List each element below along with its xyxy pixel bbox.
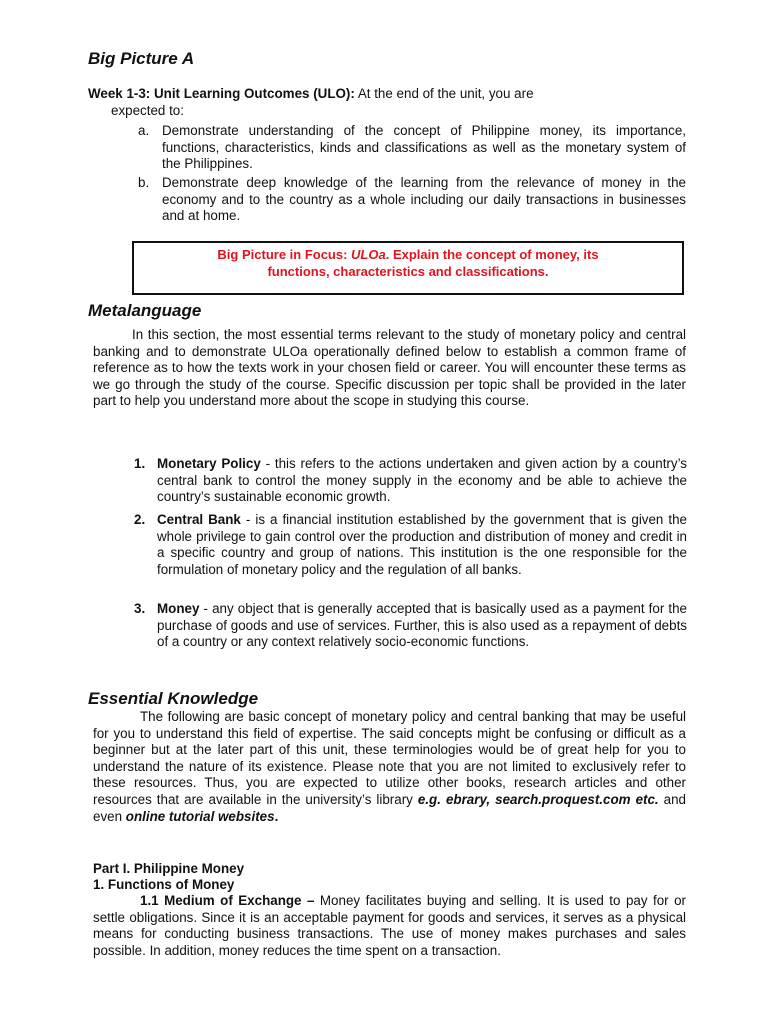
focus-line-1-rest: . Explain the concept of money, its bbox=[385, 247, 599, 262]
page-title: Big Picture A bbox=[88, 49, 195, 68]
essential-knowledge-heading: Essential Knowledge bbox=[88, 689, 259, 708]
ulo-item-a bbox=[140, 123, 686, 173]
term-definition: - is a financial institution established by the government that is given the whole privilege to gain control over the production and distribution of money and credit in a specific country and group of nations. This institution is the one responsible for the formulation of monetary policy and the regulation of all banks. bbox=[157, 512, 687, 577]
ulo-intro bbox=[88, 86, 688, 103]
section-heading: 1. Functions of Money bbox=[93, 877, 235, 892]
focus-prefix: Big Picture in Focus: bbox=[217, 247, 352, 262]
term-number: 1. bbox=[134, 456, 146, 471]
ulo-intro-text: At the end of the unit, you are bbox=[354, 86, 534, 101]
part-heading: Part I. Philippine Money bbox=[93, 861, 245, 876]
resources-list: e.g. ebrary, search.proquest.com etc. bbox=[417, 791, 659, 807]
ulo-item-marker: a. bbox=[138, 123, 150, 138]
ulo-item-text: Demonstrate understanding of the concept of Philippine money, its importance, functions, characteristics, kinds and classifications as well as the monetary system of the Philippines. bbox=[162, 123, 686, 172]
metalanguage-paragraph: In this section, the most essential terms relevant to the study of monetary policy and central banking and to demonstrate ULOa operationally defined below to establish a common frame of reference as to how the texts work in your chosen field or career. You will encounter these terms as we go through the study of the course. Specific discussion per topic shall be provided in the later part to help you understand more about the scope in studying this course. bbox=[93, 327, 686, 409]
term-name: Monetary Policy bbox=[157, 456, 261, 471]
focus-ulo: ULOa bbox=[351, 247, 386, 262]
focus-text bbox=[134, 247, 682, 280]
term-number: 2. bbox=[134, 512, 146, 527]
essential-text: The following are basic concept of monetary policy and central banking that may be useful for you to understand this field of expertise. The said concepts might be confusing or difficult as a beginner but at the later part of this unit, these terminologies would be of great help for you to understand the nature of its existence. Please note that you are not limited to exclusively refer to these resources. Thus, you are expected to utilize other books, research articles and other resources that are available in the university’s library bbox=[93, 709, 686, 807]
metalanguage-heading: Metalanguage bbox=[88, 301, 202, 320]
term-name: Money bbox=[157, 601, 200, 616]
online-tutorial-text: online tutorial websites bbox=[125, 808, 275, 824]
focus-line-2: functions, characteristics and classifications. bbox=[267, 263, 549, 279]
medium-of-exchange-paragraph bbox=[93, 893, 686, 959]
term-number: 3. bbox=[134, 601, 146, 616]
ulo-label: Week 1-3: Unit Learning Outcomes (ULO): bbox=[88, 86, 355, 101]
ulo-intro-continued: expected to: bbox=[111, 103, 184, 118]
focus-box bbox=[132, 241, 684, 295]
term-item bbox=[134, 512, 687, 578]
period: . bbox=[274, 808, 279, 824]
term-item bbox=[134, 601, 687, 651]
item-label: 1.1 Medium of Exchange – bbox=[140, 893, 315, 908]
focus-line-1 bbox=[134, 247, 682, 264]
essential-knowledge-paragraph bbox=[93, 709, 686, 825]
term-name: Central Bank bbox=[157, 512, 241, 527]
ulo-item-b bbox=[140, 175, 686, 225]
and-even-text: and even bbox=[93, 791, 686, 824]
ulo-item-marker: b. bbox=[138, 175, 150, 190]
term-item bbox=[134, 456, 687, 506]
item-text: Money facilitates buying and selling. It is used to pay for or settle obligations. Since it is an acceptable payment for goods and services, it serves as a physical means for conducting business transactions. The use of money makes purchases and sales possible. In addition, money reduces the time spent on a transaction. bbox=[93, 893, 687, 958]
term-definition: - any object that is generally accepted that is basically used as a payment for the purchase of goods and use of services. Further, this is also used as a repayment of debts of a country or any context relatively socio-economic functions. bbox=[157, 601, 687, 650]
term-definition: - this refers to the actions undertaken and given action by a country’s central bank to control the money supply in the economy and be able to achieve the country’s sustainable economic growth. bbox=[157, 456, 687, 505]
ulo-item-text: Demonstrate deep knowledge of the learning from the relevance of money in the economy and to the country as a whole including our daily transactions in businesses and at home. bbox=[162, 175, 686, 224]
